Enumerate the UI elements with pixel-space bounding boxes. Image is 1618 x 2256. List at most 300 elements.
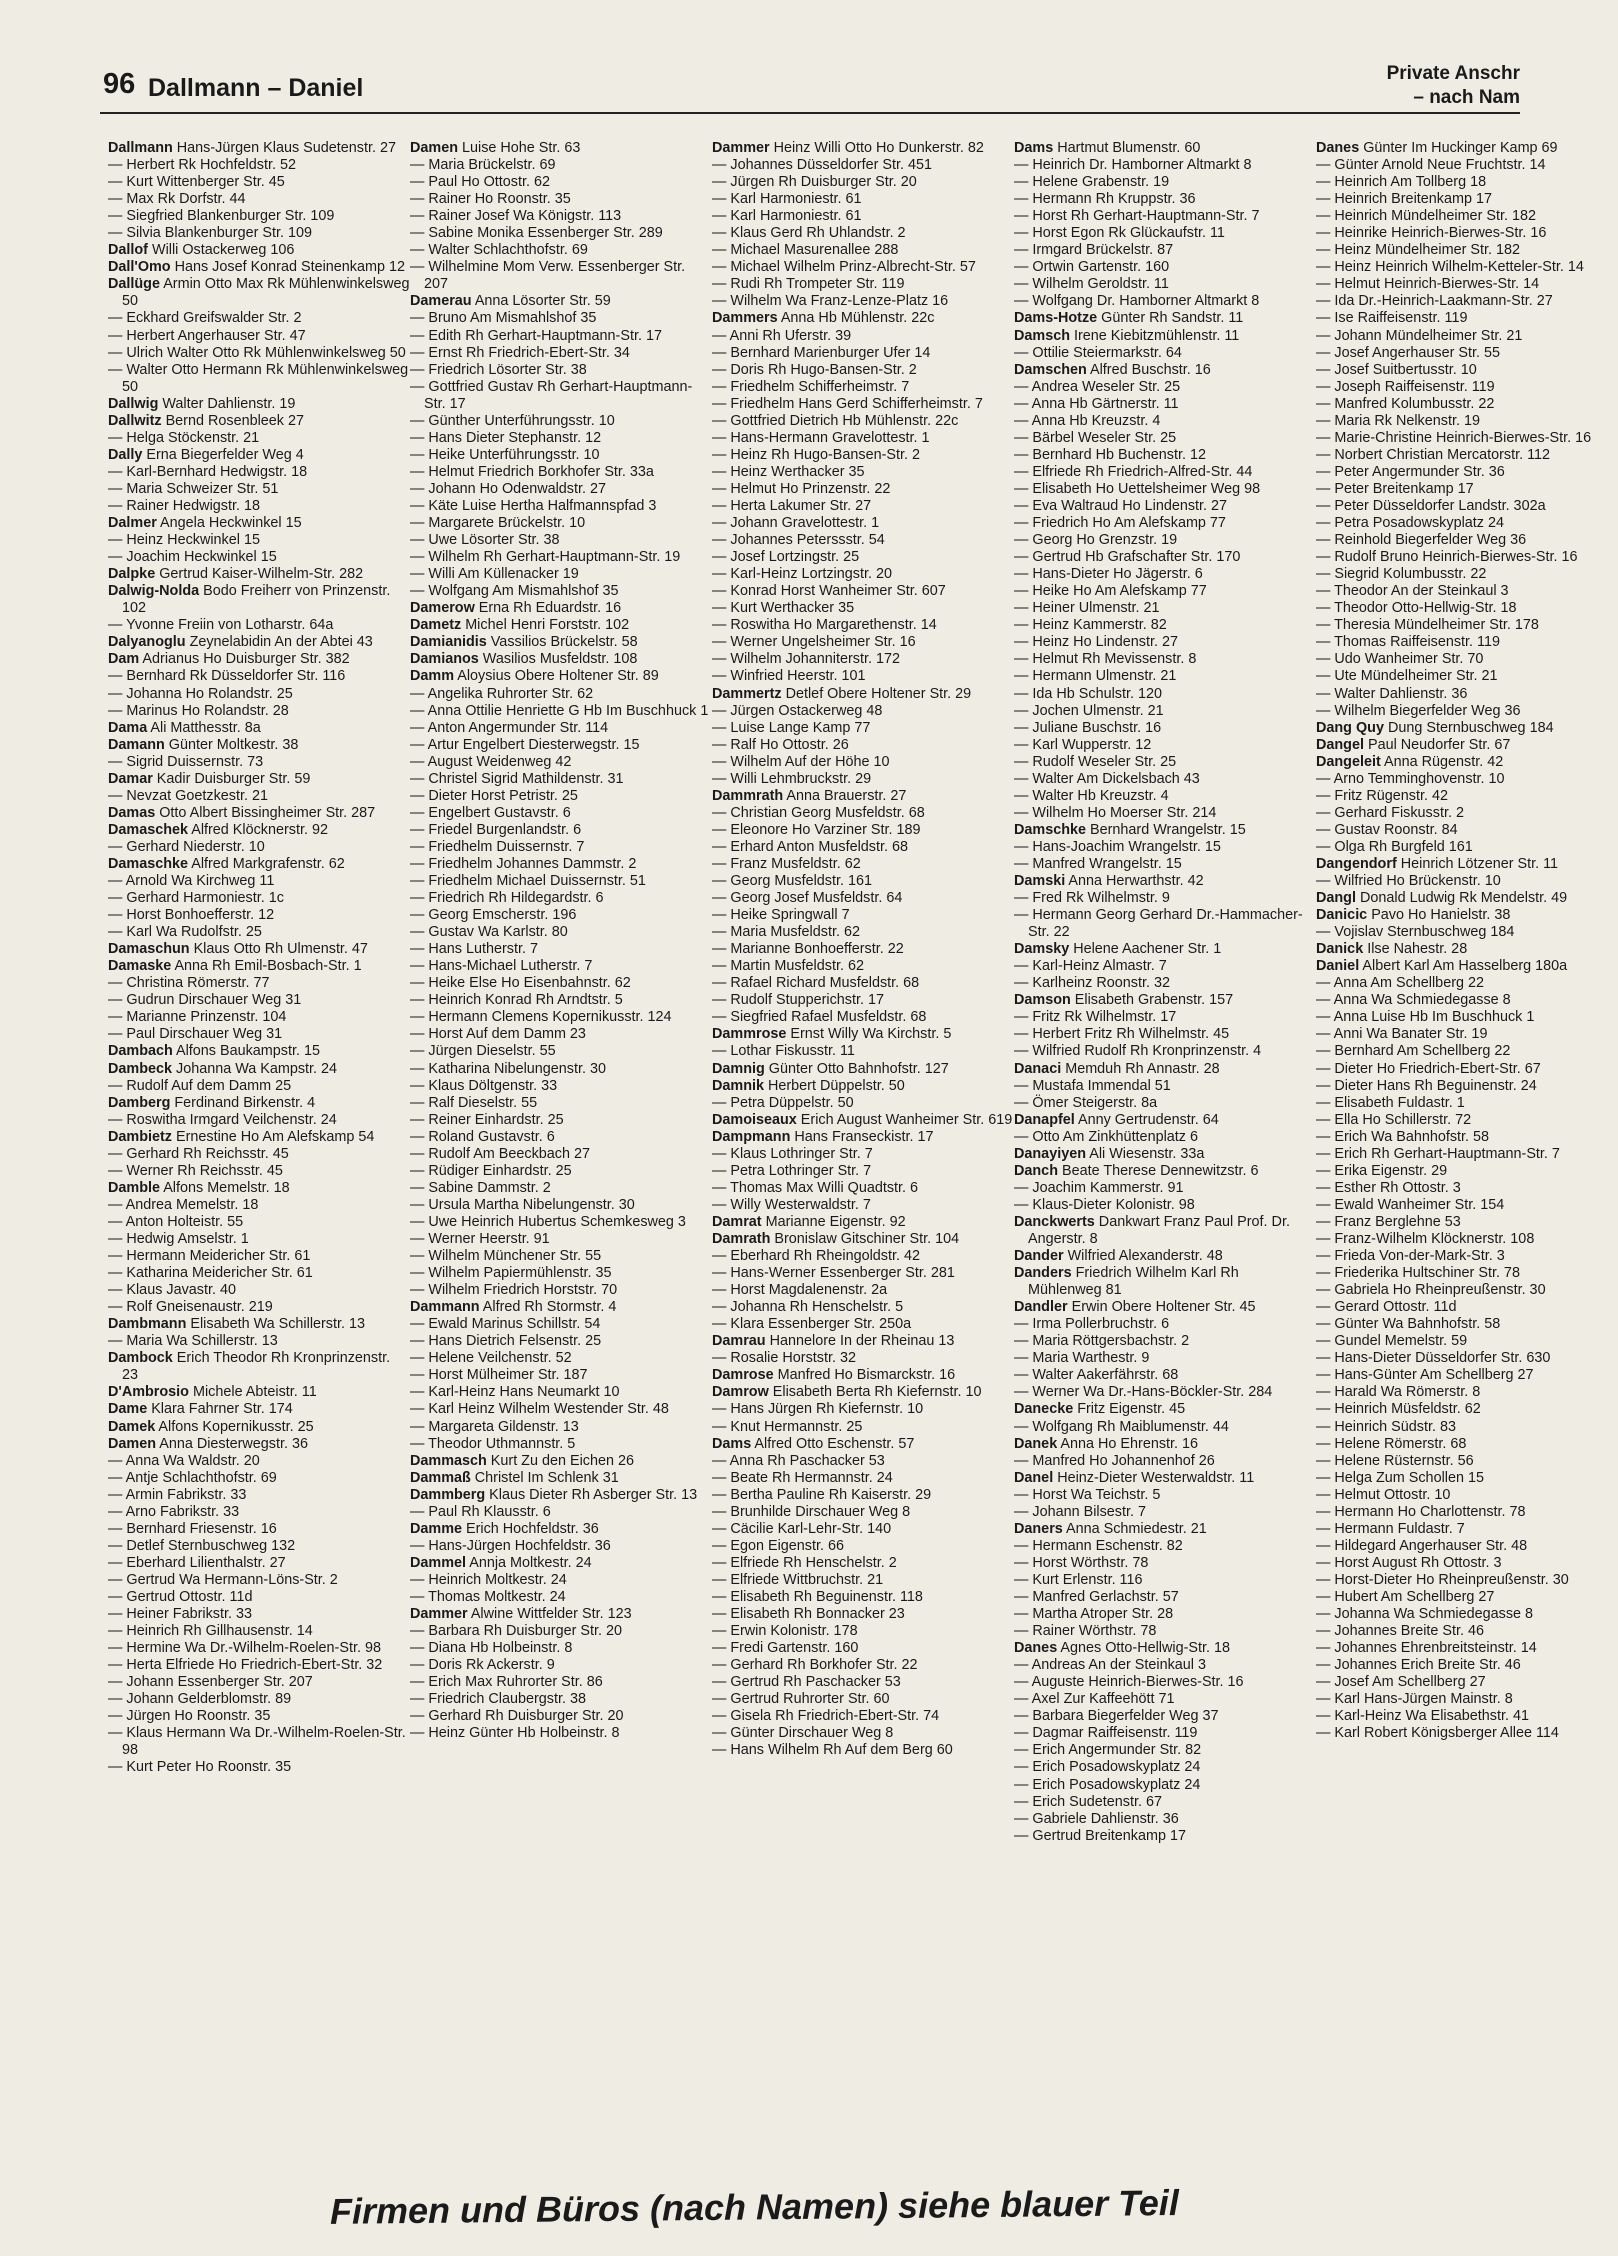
entry-details: — Wilhelm Johanniterstr. 172 <box>712 651 900 668</box>
directory-entry <box>1014 1436 1316 1453</box>
directory-entry <box>712 1333 1014 1350</box>
directory-entry <box>108 566 410 583</box>
directory-entry <box>712 1572 1014 1589</box>
directory-entry <box>1316 1708 1618 1725</box>
directory-entry <box>410 464 712 481</box>
entry-details: — Michael Masurenallee 288 <box>712 242 899 259</box>
entry-details: — Helmut Heinrich-Bierwes-Str. 14 <box>1316 276 1540 293</box>
entry-details: Pavo Ho Hanielstr. 38 <box>1371 907 1511 924</box>
entry-details: Anna Schmiedestr. 21 <box>1066 1520 1207 1537</box>
entry-surname: Dally <box>108 446 143 463</box>
entry-details: — Anna Hb Gärtnerstr. 11 <box>1014 395 1179 412</box>
directory-entry <box>410 1061 712 1078</box>
entry-details: — Willy Westerwaldstr. 7 <box>712 1196 871 1213</box>
entry-details: — Elfriede Rh Henschelstr. 2 <box>712 1554 897 1571</box>
entry-surname: Dams <box>1014 140 1054 156</box>
directory-entry <box>108 1163 410 1180</box>
entry-details: — Barbara Rh Duisburger Str. 20 <box>410 1623 622 1640</box>
entry-details: Alfred Markgrafenstr. 62 <box>191 855 345 872</box>
entry-surname: Danaci <box>1014 1060 1062 1077</box>
directory-entry <box>712 737 1014 754</box>
directory-entry <box>1316 788 1618 805</box>
entry-details: Günter Rh Sandstr. 11 <box>1101 310 1244 327</box>
entry-surname: Damnig <box>712 1060 765 1077</box>
entry-details: Marianne Eigenstr. 92 <box>765 1213 906 1230</box>
directory-entry <box>410 498 712 515</box>
entry-details: Anna Rh Emil-Bosbach-Str. 1 <box>174 958 362 975</box>
entry-surname: Damsch <box>1014 327 1070 344</box>
directory-entry <box>410 225 712 242</box>
directory-entry <box>1316 771 1618 788</box>
entry-surname: Damme <box>410 1520 462 1537</box>
entry-details: Klara Fahrner Str. 174 <box>151 1401 293 1418</box>
directory-entry <box>1316 191 1618 208</box>
entry-details: — Siegfried Rafael Musfeldstr. 68 <box>712 1009 927 1026</box>
directory-entry <box>1316 430 1618 447</box>
directory-entry <box>108 515 410 532</box>
entry-details: — Herbert Angerhauser Str. 47 <box>108 327 306 344</box>
entry-surname: Damar <box>108 770 153 787</box>
entry-details: Günter Im Huckinger Kamp 69 <box>1363 140 1558 156</box>
directory-entry <box>1316 362 1618 379</box>
entry-details: — Heinrich Südstr. 83 <box>1316 1418 1456 1435</box>
directory-entry <box>410 856 712 873</box>
entry-details: — Detlef Sternbuschweg 132 <box>108 1537 296 1554</box>
entry-details: — Klaus Hermann Wa Dr.-Wilhelm-Roelen-Str. 98 <box>108 1725 406 1759</box>
entry-surname: Dama <box>108 719 148 736</box>
directory-entry <box>1014 1026 1316 1043</box>
entry-details: — Ise Raiffeisenstr. 119 <box>1316 310 1468 327</box>
directory-entry <box>410 1657 712 1674</box>
directory-entry <box>410 140 712 157</box>
directory-entry <box>712 464 1014 481</box>
directory-entry <box>1316 1163 1618 1180</box>
entry-surname: Dangl <box>1316 890 1356 907</box>
entry-surname: Danicic <box>1316 907 1368 924</box>
directory-entry <box>108 1129 410 1146</box>
directory-entry <box>712 310 1014 327</box>
entry-details: — Maria Rk Nelkenstr. 19 <box>1316 412 1480 429</box>
entry-details: — Gertrud Wa Hermann-Löns-Str. 2 <box>108 1571 338 1588</box>
entry-details: — Wilfried Ho Brückenstr. 10 <box>1316 873 1501 890</box>
entry-details: — Rudolf Bruno Heinrich-Bierwes-Str. 16 <box>1316 549 1578 566</box>
entry-details: — Hildegard Angerhauser Str. 48 <box>1316 1537 1528 1554</box>
directory-entry <box>712 1180 1014 1197</box>
entry-details: — Heike Ho Am Alefskamp 77 <box>1014 583 1207 600</box>
entry-details: — Irma Pollerbruchstr. 6 <box>1014 1316 1170 1333</box>
entry-details: Erna Rh Eduardstr. 16 <box>478 600 622 617</box>
directory-entry <box>1014 1777 1316 1794</box>
directory-entry <box>108 174 410 191</box>
entry-details: — Winfried Heerstr. 101 <box>712 668 866 685</box>
entry-details: — Günter Wa Bahnhofstr. 58 <box>1316 1316 1501 1333</box>
directory-entry <box>712 583 1014 600</box>
entry-details: — Hans Jürgen Rh Kiefernstr. 10 <box>712 1401 924 1418</box>
entry-details: — Bernhard Marienburger Ufer 14 <box>712 344 931 361</box>
directory-entry <box>1014 583 1316 600</box>
entry-details: Detlef Obere Holtener Str. 29 <box>785 685 972 702</box>
entry-details: — Karl Hans-Jürgen Mainstr. 8 <box>1316 1691 1513 1708</box>
directory-entry <box>712 1043 1014 1060</box>
directory-entry <box>1316 1248 1618 1265</box>
entry-details: — Gerhard Fiskusstr. 2 <box>1316 804 1464 821</box>
directory-entry <box>1316 941 1618 958</box>
entry-surname: Damschen <box>1014 361 1087 378</box>
directory-entry <box>410 157 712 174</box>
entry-surname: Daniel <box>1316 958 1360 975</box>
entry-details: — Heinz Werthacker 35 <box>712 463 865 480</box>
entry-details: Helene Aachener Str. 1 <box>1073 941 1222 958</box>
directory-entry <box>108 1043 410 1060</box>
directory-entry <box>108 498 410 515</box>
entry-details: — Heinrich Rh Gillhausenstr. 14 <box>108 1623 313 1640</box>
directory-entry <box>712 1214 1014 1231</box>
directory-entry <box>410 958 712 975</box>
entry-surname: Damoiseaux <box>712 1111 797 1128</box>
entry-details: — Karl-Heinz Lortzingstr. 20 <box>712 566 892 583</box>
directory-entry <box>1316 617 1618 634</box>
entry-surname: Dammann <box>410 1299 480 1316</box>
directory-entry <box>712 856 1014 873</box>
entry-details: — Marie-Christine Heinrich-Bierwes-Str. 16 <box>1316 429 1592 446</box>
entry-details: — Klaus Gerd Rh Uhlandstr. 2 <box>712 225 906 242</box>
directory-entry <box>1014 907 1316 941</box>
entry-details: — Gottfried Dietrich Hb Mühlenstr. 22c <box>712 412 959 429</box>
directory-entry <box>108 1606 410 1623</box>
directory-entry <box>712 481 1014 498</box>
entry-details: — Gundel Memelstr. 59 <box>1316 1333 1468 1350</box>
entry-details: Erich Theodor Rh Kronprinzenstr. 23 <box>122 1350 391 1384</box>
entry-surname: Damrau <box>712 1333 766 1350</box>
directory-entry <box>1014 345 1316 362</box>
entry-surname: Dalmer <box>108 515 157 532</box>
entry-details: Bernd Rosenbleek 27 <box>165 412 304 429</box>
entry-surname: Damaschun <box>108 941 190 958</box>
directory-entry <box>1316 1078 1618 1095</box>
directory-entry <box>1014 1061 1316 1078</box>
directory-entry <box>108 958 410 975</box>
entry-details: — Ursula Martha Nibelungenstr. 30 <box>410 1196 635 1213</box>
entry-details: — Arno Temminghovenstr. 10 <box>1316 770 1505 787</box>
directory-entry <box>1014 1367 1316 1384</box>
directory-entry <box>712 191 1014 208</box>
entry-surname: Damann <box>108 736 165 753</box>
entry-details: — Joseph Raiffeisenstr. 119 <box>1316 378 1495 395</box>
entry-details: — Fritz Rügenstr. 42 <box>1316 787 1448 804</box>
directory-entry <box>1014 1691 1316 1708</box>
entry-details: — Johann Mündelheimer Str. 21 <box>1316 327 1523 344</box>
directory-entry <box>108 1061 410 1078</box>
entry-details: Willi Ostackerweg 106 <box>151 242 295 259</box>
directory-entry <box>1014 1470 1316 1487</box>
directory-entry <box>410 1146 712 1163</box>
entry-details: — Katharina Meidericher Str. 61 <box>108 1265 313 1282</box>
directory-entry <box>410 566 712 583</box>
entry-details: — Johannes Düsseldorfer Str. 451 <box>712 157 932 174</box>
entry-details: — Auguste Heinrich-Bierwes-Str. 16 <box>1014 1674 1244 1691</box>
directory-entry <box>1316 1299 1618 1316</box>
directory-entry <box>108 1657 410 1674</box>
entry-details: — Klaus Javastr. 40 <box>108 1282 236 1299</box>
entry-details: — Hermann Clemens Kopernikusstr. 124 <box>410 1009 672 1026</box>
entry-surname: Damschke <box>1014 821 1086 838</box>
directory-entry <box>410 805 712 822</box>
entry-details: — Karl Wa Rudolfstr. 25 <box>108 924 262 941</box>
directory-entry <box>712 1129 1014 1146</box>
entry-details: — Vojislav Sternbuschweg 184 <box>1316 924 1515 941</box>
directory-entry <box>108 1504 410 1521</box>
entry-details: — Doris Rk Ackerstr. 9 <box>410 1657 555 1674</box>
directory-entry <box>1316 634 1618 651</box>
directory-entry <box>1316 1316 1618 1333</box>
directory-entry <box>1014 447 1316 464</box>
entry-details: — Friedrich Lösorter Str. 38 <box>410 361 587 378</box>
entry-details: Adrianus Ho Duisburger Str. 382 <box>142 651 350 668</box>
directory-entry <box>712 498 1014 515</box>
directory-entry <box>1316 1453 1618 1470</box>
directory-entry <box>1014 1572 1316 1589</box>
entry-surname: D'Ambrosio <box>108 1384 189 1401</box>
entry-details: — Walter Hb Kreuzstr. 4 <box>1014 787 1169 804</box>
directory-entry <box>108 481 410 498</box>
entry-details: Friedrich Wilhelm Karl Rh Mühlenweg 81 <box>1028 1265 1239 1299</box>
directory-entry <box>1014 1708 1316 1725</box>
entry-details: — Friedrich Rh Hildegardstr. 6 <box>410 890 604 907</box>
entry-details: — Josef Angerhauser Str. 55 <box>1316 344 1500 361</box>
entry-details: — Helene Römerstr. 68 <box>1316 1435 1467 1452</box>
directory-entry <box>108 1759 410 1776</box>
directory-entry <box>108 191 410 208</box>
directory-entry <box>712 1316 1014 1333</box>
directory-entry <box>1316 805 1618 822</box>
entry-details: — Bertha Pauline Rh Kaiserstr. 29 <box>712 1486 932 1503</box>
directory-entry <box>108 1521 410 1538</box>
directory-entry <box>712 890 1014 907</box>
entry-details: — Roland Gustavstr. 6 <box>410 1128 555 1145</box>
entry-details: — Jürgen Ho Roonstr. 35 <box>108 1708 271 1725</box>
entry-details: — Wolfgang Rh Maiblumenstr. 44 <box>1014 1418 1229 1435</box>
directory-entry <box>410 328 712 345</box>
directory-entry <box>108 617 410 634</box>
directory-entry <box>1014 1794 1316 1811</box>
directory-entry <box>1014 839 1316 856</box>
entry-details: — Heinz Mündelheimer Str. 182 <box>1316 242 1520 259</box>
entry-details: — Heinrich Dr. Hamborner Altmarkt 8 <box>1014 157 1252 174</box>
directory-entry <box>712 1640 1014 1657</box>
entry-details: — Cäcilie Karl-Lehr-Str. 140 <box>712 1520 892 1537</box>
entry-surname: Damnik <box>712 1077 764 1094</box>
directory-entry <box>1014 975 1316 992</box>
directory-entry <box>712 1061 1014 1078</box>
directory-entry <box>410 1589 712 1606</box>
directory-entry <box>1316 549 1618 566</box>
entry-details: — Maria Brückelstr. 69 <box>410 157 556 174</box>
entry-details: Anna Rügenstr. 42 <box>1384 753 1504 770</box>
directory-entry <box>712 1691 1014 1708</box>
directory-entry <box>712 651 1014 668</box>
directory-entry <box>1014 822 1316 839</box>
directory-entry <box>1014 1419 1316 1436</box>
directory-column-2 <box>410 140 712 2120</box>
directory-entry <box>410 1299 712 1316</box>
directory-entry <box>1014 754 1316 771</box>
directory-entry <box>1014 634 1316 651</box>
section-head-line-2: – nach Nam <box>1413 87 1520 108</box>
entry-details: — Anna Wa Schmiedegasse 8 <box>1316 992 1511 1009</box>
entry-details: — Josef Suitbertusstr. 10 <box>1316 361 1477 378</box>
entry-surname: Dang Quy <box>1316 719 1384 736</box>
entry-details: — Johanna Ho Rolandstr. 25 <box>108 685 293 702</box>
entry-details: — Olga Rh Burgfeld 161 <box>1316 838 1473 855</box>
directory-entry <box>1014 379 1316 396</box>
directory-entry <box>1316 1725 1618 1742</box>
entry-details: — Marinus Ho Rolandstr. 28 <box>108 702 289 719</box>
directory-entry <box>1316 890 1618 907</box>
entry-details: — Horst Bonhoefferstr. 12 <box>108 907 275 924</box>
entry-surname: Damrat <box>712 1213 762 1230</box>
entry-details: — Rainer Hedwigstr. 18 <box>108 497 260 514</box>
directory-entry <box>1316 379 1618 396</box>
entry-surname: Damerow <box>410 600 475 617</box>
directory-entry <box>1014 941 1316 958</box>
directory-entry <box>410 975 712 992</box>
entry-surname: Danick <box>1316 941 1364 958</box>
directory-entry <box>410 890 712 907</box>
directory-entry <box>108 447 410 464</box>
entry-details: — Hans Lutherstr. 7 <box>410 941 538 958</box>
directory-entry <box>410 941 712 958</box>
directory-entry <box>1316 839 1618 856</box>
directory-entry <box>712 259 1014 276</box>
entry-details: — Helmut Rh Mevissenstr. 8 <box>1014 651 1197 668</box>
directory-entry <box>108 1214 410 1231</box>
entry-surname: Dambietz <box>108 1128 172 1145</box>
directory-entry <box>712 1419 1014 1436</box>
directory-entry <box>1316 1043 1618 1060</box>
directory-entry <box>1014 413 1316 430</box>
directory-entry <box>108 1316 410 1333</box>
directory-entry <box>712 992 1014 1009</box>
entry-details: — Horst Magdalenenstr. 2a <box>712 1282 888 1299</box>
entry-details: Alfred Klöcknerstr. 92 <box>191 821 328 838</box>
entry-details: — Eberhard Rh Rheingoldstr. 42 <box>712 1248 920 1265</box>
entry-surname: Dalwig-Nolda <box>108 583 200 600</box>
entry-details: — Petra Posadowskyplatz 24 <box>1316 515 1504 532</box>
directory-entry <box>1014 1384 1316 1401</box>
directory-entry <box>1014 1078 1316 1095</box>
directory-entry <box>712 771 1014 788</box>
directory-entry <box>108 430 410 447</box>
directory-entry <box>712 617 1014 634</box>
entry-details: — Hans Dietrich Felsenstr. 25 <box>410 1333 602 1350</box>
directory-entry <box>1316 208 1618 225</box>
entry-details: — Franz Musfeldstr. 62 <box>712 855 861 872</box>
directory-entry <box>1316 242 1618 259</box>
directory-entry <box>1316 1521 1618 1538</box>
footer-note: Firmen und Büros (nach Namen) siehe blauer Teil <box>329 2181 1180 2232</box>
entry-details: — Lothar Fiskusstr. 11 <box>712 1043 855 1060</box>
entry-details: — Bärbel Weseler Str. 25 <box>1014 429 1177 446</box>
directory-entry <box>1014 600 1316 617</box>
entry-details: Elisabeth Wa Schillerstr. 13 <box>190 1316 366 1333</box>
directory-entry <box>410 1367 712 1384</box>
directory-entry <box>410 600 712 617</box>
entry-details: — Jochen Ulmenstr. 21 <box>1014 702 1164 719</box>
entry-surname: Damen <box>410 140 458 156</box>
entry-details: — Rosalie Horststr. 32 <box>712 1350 856 1367</box>
entry-details: — Udo Wanheimer Str. 70 <box>1316 651 1484 668</box>
entry-details: — Heinrike Heinrich-Bierwes-Str. 16 <box>1316 225 1547 242</box>
entry-surname: Dallwig <box>108 395 159 412</box>
directory-entry <box>410 1197 712 1214</box>
directory-entry <box>108 464 410 481</box>
entry-details: — Erich Rh Gerhart-Hauptmann-Str. 7 <box>1316 1145 1560 1162</box>
directory-entry <box>1014 140 1316 157</box>
entry-details: — Thomas Moltkestr. 24 <box>410 1588 566 1605</box>
entry-details: — Ewald Wanheimer Str. 154 <box>1316 1196 1505 1213</box>
entry-details: — Rafael Richard Musfeldstr. 68 <box>712 975 920 992</box>
entry-details: Ernestine Ho Am Alefskamp 54 <box>175 1128 375 1145</box>
directory-entry <box>1014 1350 1316 1367</box>
entry-surname: Dampmann <box>712 1128 791 1145</box>
directory-entry <box>1014 1504 1316 1521</box>
entry-details: — Erich Posadowskyplatz 24 <box>1014 1776 1201 1793</box>
entry-details: — Erika Eigenstr. 29 <box>1316 1162 1448 1179</box>
directory-entry <box>1014 1214 1316 1248</box>
directory-entry <box>108 941 410 958</box>
entry-details: — Josef Am Schellberg 27 <box>1316 1674 1486 1691</box>
entry-details: — Rudolf Weseler Str. 25 <box>1014 753 1177 770</box>
entry-details: — Heike Springwall 7 <box>712 907 850 924</box>
entry-details: — Theodor Uthmannstr. 5 <box>410 1435 576 1452</box>
entry-details: Agnes Otto-Hellwig-Str. 18 <box>1060 1640 1230 1657</box>
entry-details: — Hermann Ulmenstr. 21 <box>1014 668 1177 685</box>
directory-entry <box>712 703 1014 720</box>
directory-entry <box>712 600 1014 617</box>
directory-entry <box>712 805 1014 822</box>
entry-details: — Eleonore Ho Varziner Str. 189 <box>712 821 921 838</box>
entry-details: Wilfried Alexanderstr. 48 <box>1067 1248 1223 1265</box>
entry-details: — Gabriele Dahlienstr. 36 <box>1014 1810 1179 1827</box>
directory-entry <box>410 259 712 293</box>
directory-entry <box>108 549 410 566</box>
directory-entry <box>712 1248 1014 1265</box>
entry-details: — Thomas Raiffeisenstr. 119 <box>1316 634 1500 651</box>
directory-entry <box>410 174 712 191</box>
directory-entry <box>1316 1623 1618 1640</box>
entry-details: — Doris Rh Hugo-Bansen-Str. 2 <box>712 361 917 378</box>
directory-entry <box>108 703 410 720</box>
entry-details: — Friedhelm Michael Duissernstr. 51 <box>410 873 646 890</box>
directory-entry <box>410 1316 712 1333</box>
entry-details: — Gerhard Niederstr. 10 <box>108 838 265 855</box>
entry-details: Luise Hohe Str. 63 <box>462 140 581 156</box>
directory-entry <box>410 1708 712 1725</box>
entry-details: — Gertrud Rh Paschacker 53 <box>712 1674 901 1691</box>
entry-surname: Danes <box>1014 1640 1058 1657</box>
entry-surname: Danel <box>1014 1469 1054 1486</box>
entry-details: — Friederika Hultschiner Str. 78 <box>1316 1265 1520 1282</box>
directory-entry <box>108 1708 410 1725</box>
directory-entry <box>1316 1691 1618 1708</box>
directory-entry <box>712 362 1014 379</box>
entry-details: — Wolfgang Am Mismahlshof 35 <box>410 583 619 600</box>
entry-details: — Wilhelm Wa Franz-Lenze-Platz 16 <box>712 293 949 310</box>
entry-details: — Werner Ungelsheimer Str. 16 <box>712 634 916 651</box>
entry-surname: Dall'Omo <box>108 259 171 276</box>
entry-details: — Rudi Rh Trompeter Str. 119 <box>712 276 905 293</box>
entry-surname: Damrow <box>712 1384 769 1401</box>
